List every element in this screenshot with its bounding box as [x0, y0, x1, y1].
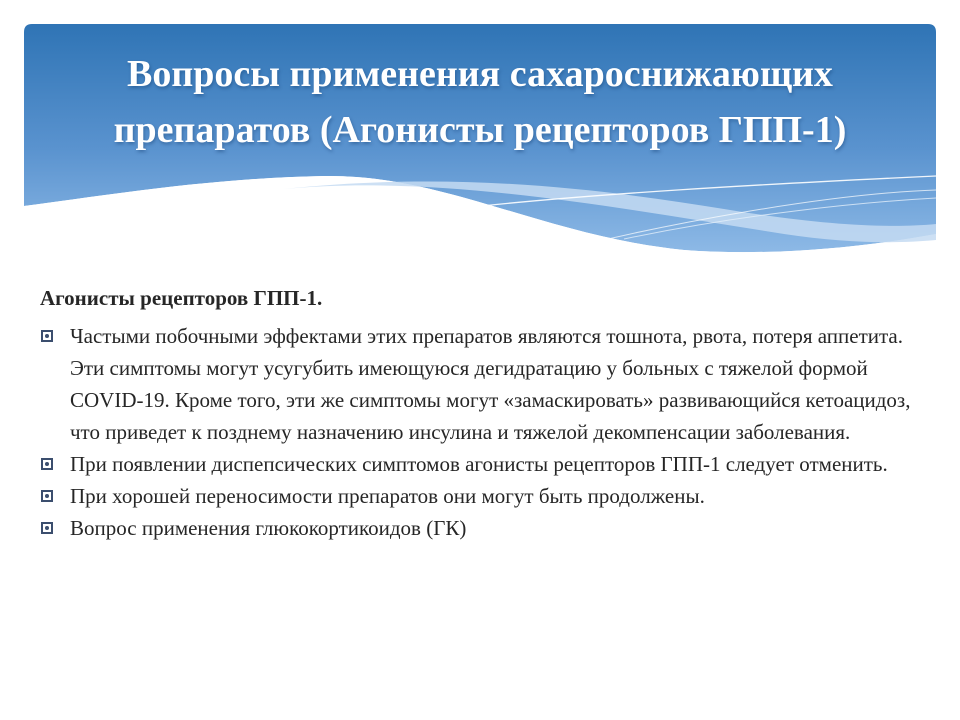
title-banner: [24, 24, 936, 274]
title-line-1: Вопросы применения сахароснижающих: [127, 53, 833, 95]
bullet-list: [40, 320, 930, 544]
slide-title: [24, 46, 936, 158]
square-ring-bullet-icon: [41, 522, 53, 534]
content-area: [40, 284, 930, 544]
title-line-2: препаратов (Агонисты рецепторов ГПП-1): [113, 109, 847, 151]
bullet-text: Частыми побочными эффектами этих препаратов являются тошнота, рвота, потеря аппетита. Эти симптомы могут усугубить имеющуюся дегидратацию у больных с тяжелой формой COVID-19. Кроме того, эти же симптомы могут «замаскировать» развивающийся кетоацидоз, что приведет к позднему назначению инсулина и тяжелой декомпенсации заболевания.: [70, 324, 911, 444]
square-ring-bullet-icon: [41, 490, 53, 502]
section-subheading: Агонисты рецепторов ГПП-1.: [40, 286, 323, 310]
bullet-item: [40, 448, 930, 480]
bullet-text: При хорошей переносимости препаратов они могут быть продолжены.: [70, 484, 705, 508]
bullet-item: [40, 320, 930, 448]
bullet-text: Вопрос применения глюкокортикоидов (ГК): [70, 516, 467, 540]
square-ring-bullet-icon: [41, 458, 53, 470]
bullet-item: [40, 480, 930, 512]
bullet-text: При появлении диспепсических симптомов агонисты рецепторов ГПП-1 следует отменить.: [70, 452, 888, 476]
bullet-item: [40, 512, 930, 544]
square-ring-bullet-icon: [41, 330, 53, 342]
